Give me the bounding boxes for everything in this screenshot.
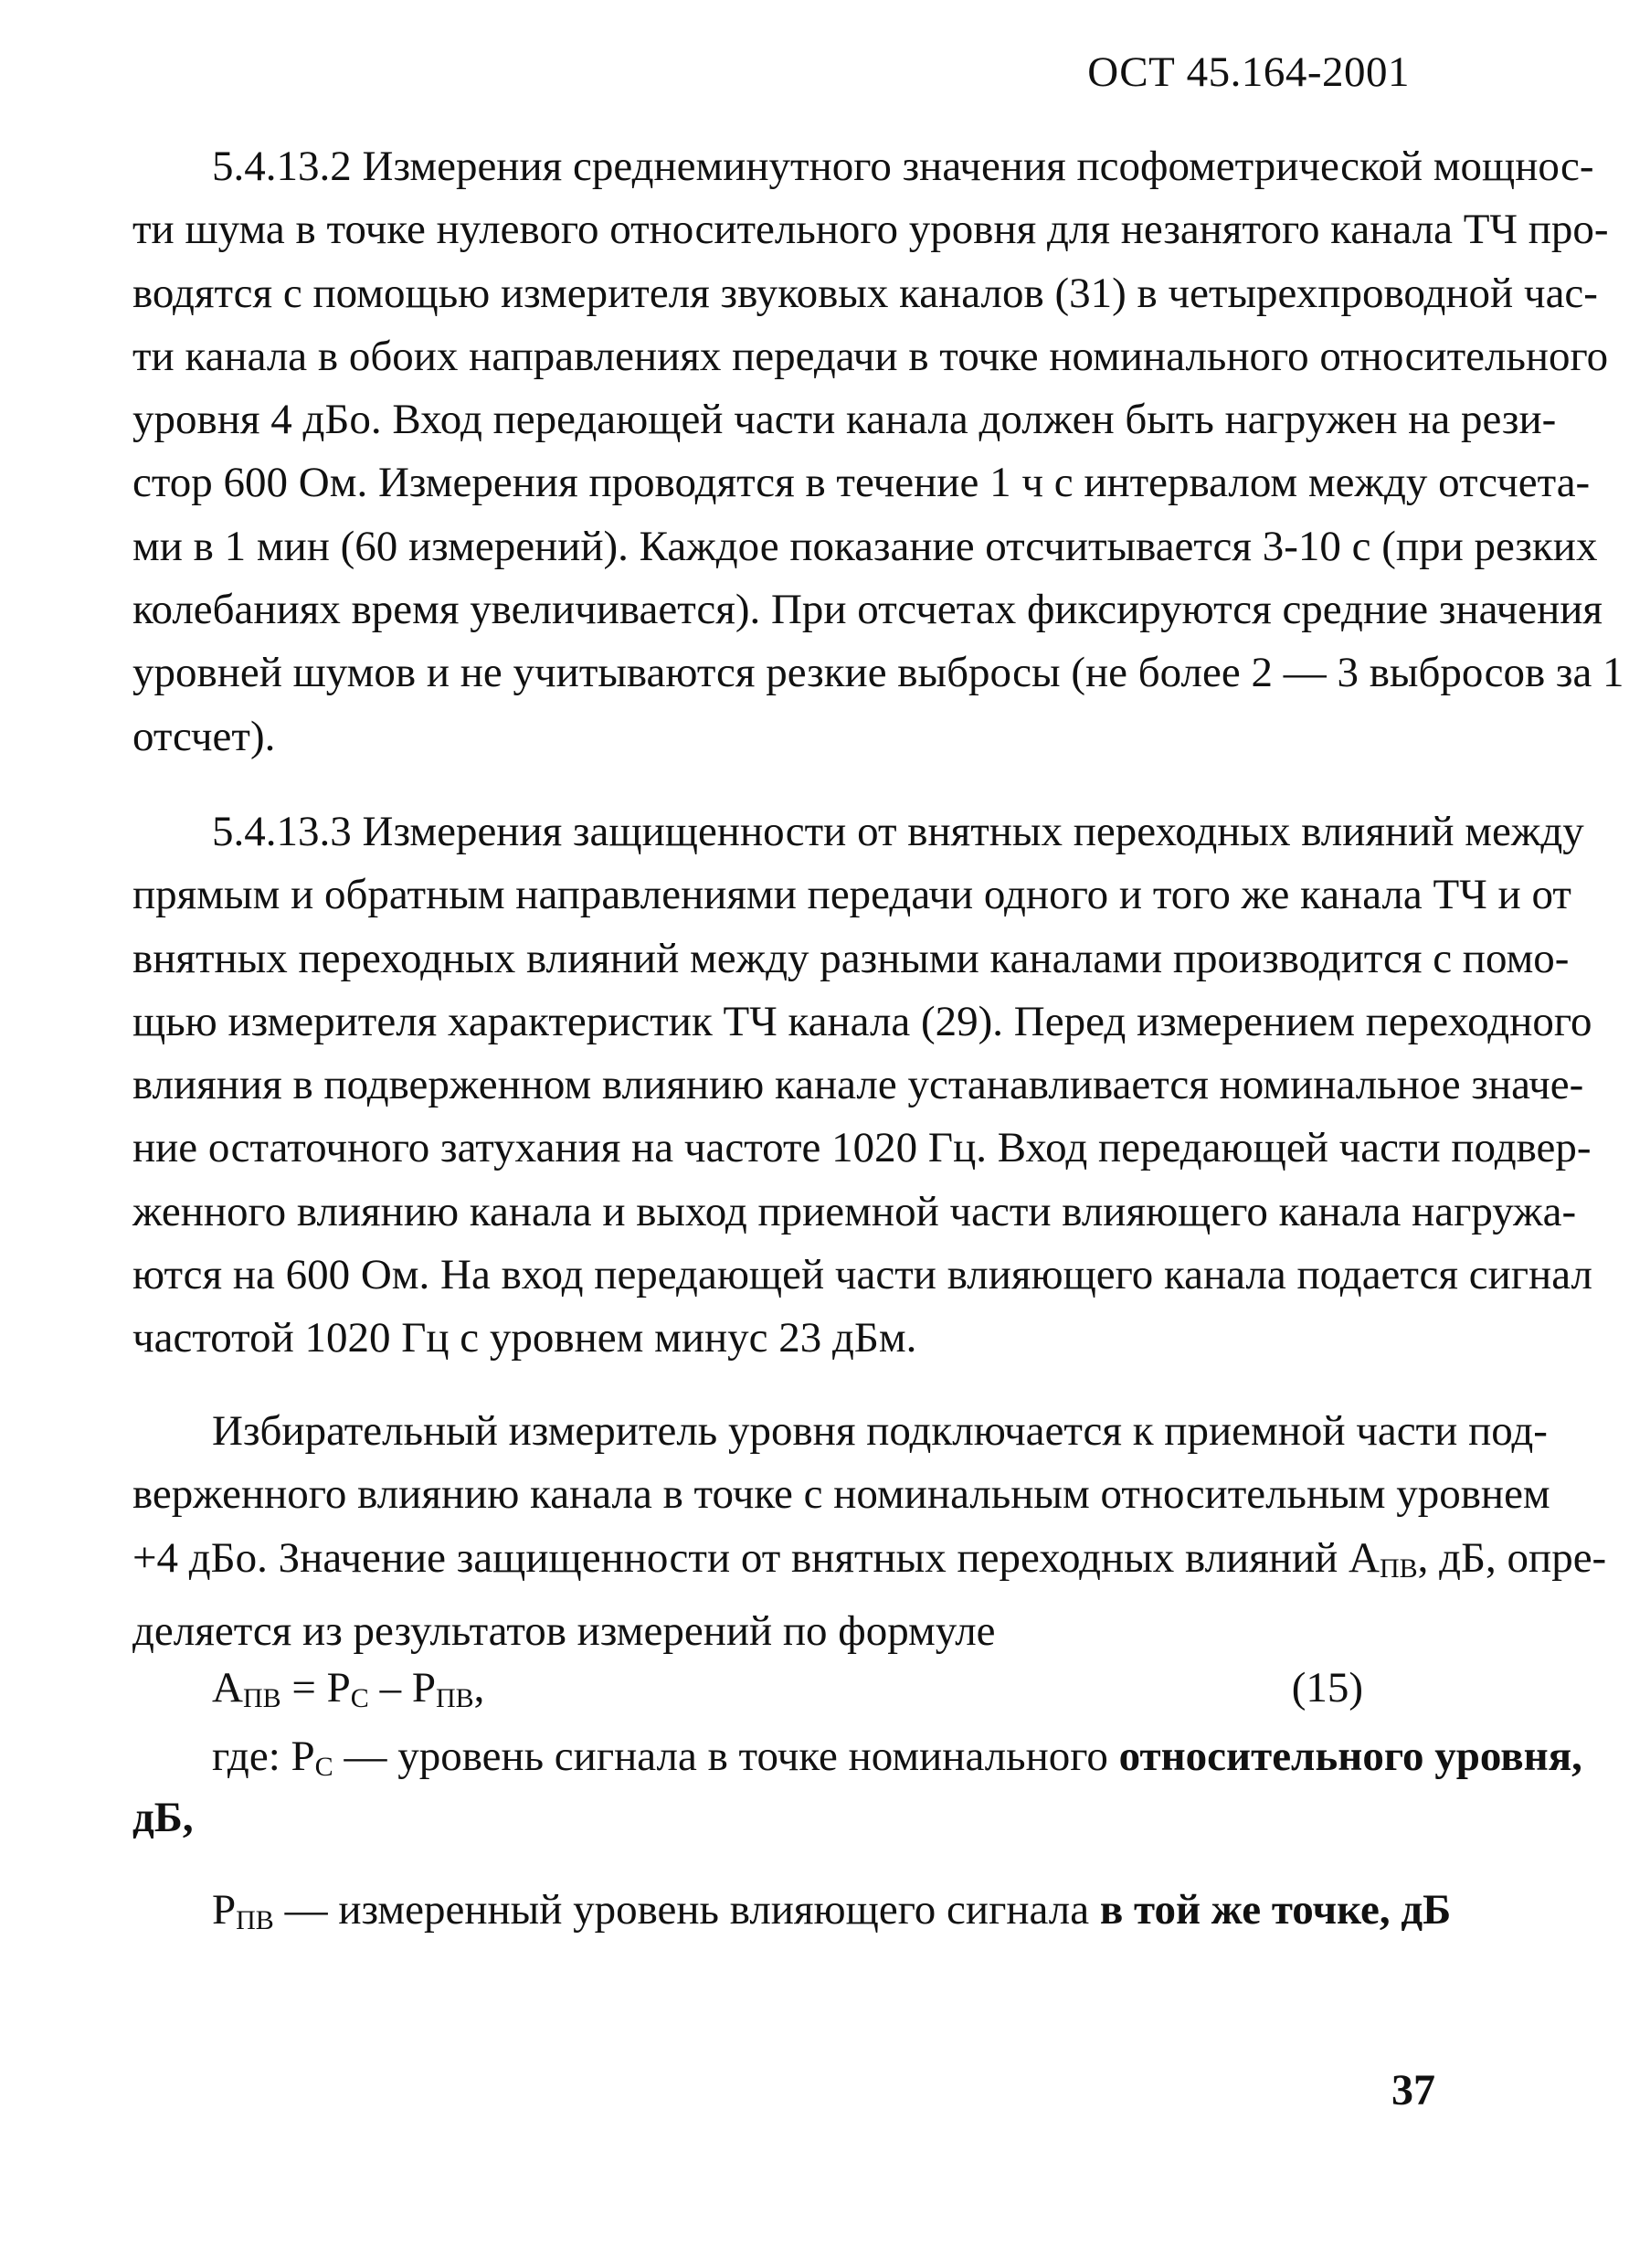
text-fragment: , дБ, опре- [1417, 1533, 1607, 1582]
text-line: деляется из результатов измерений по формуле [132, 1606, 996, 1655]
text-line: влияния в подверженном влиянию канале устанавливается номинальное значе- [132, 1061, 1584, 1109]
unit-line: дБ, [132, 1794, 194, 1841]
subscript: ПВ [236, 1905, 274, 1935]
subscript: С [350, 1683, 369, 1713]
text-line [132, 1527, 1607, 1600]
text-fragment: где: Р [212, 1733, 315, 1780]
text-line: водятся с помощью измерителя звуковых каналов (31) в четырехпроводной час- [132, 269, 1598, 317]
text-line: колебаниях время увеличивается). При отсчетах фиксируются средние значения [132, 586, 1603, 634]
text-line: прямым и обратным направлениями передачи одного и того же канала ТЧ и от [132, 871, 1571, 919]
page-number: 37 [1391, 2066, 1435, 2114]
where-clause [212, 1725, 1582, 1798]
paragraph-5-4-13-3 [132, 800, 1592, 1371]
text-line: Избирательный измеритель уровня подключается к приемной части под- [212, 1407, 1548, 1455]
text-line: уровня 4 дБо. Вход передающей части канала должен быть нагружен на рези- [132, 396, 1557, 444]
text-fragment: — измеренный уровень влияющего сигнала [273, 1886, 1090, 1934]
text-line: ти шума в точке нулевого относительного уровня для незанятого канала ТЧ про- [132, 206, 1609, 254]
text-line [212, 1725, 1582, 1798]
text-fragment: +4 дБо. Значение защищенности от внятных переходных влияний А [132, 1533, 1380, 1582]
text-line: внятных переходных влияний между разными каналами производится с помо- [132, 934, 1570, 982]
text-line: 5.4.13.2 Измерения среднеминутного значения псофометрической мощнос- [212, 143, 1594, 190]
ppv-definition [212, 1885, 1451, 1936]
subscript: ПВ [242, 1683, 281, 1713]
text-line: частотой 1020 Гц с уровнем минус 23 дБм. [132, 1314, 917, 1362]
text-fragment: Р [212, 1886, 237, 1934]
formula-symbol: А [212, 1664, 243, 1712]
text-fragment: — уровень сигнала в точке номинального [333, 1733, 1108, 1780]
subscript: ПВ [435, 1683, 474, 1713]
text-line: 5.4.13.3 Измерения защищенности от внятных переходных влияний между [212, 808, 1584, 855]
formula-15 [212, 1657, 1363, 1730]
formula-number: (15) [1291, 1664, 1363, 1712]
text-line: ти канала в обоих направлениях передачи в точке номинального относительного [132, 332, 1609, 380]
formula-operator: – Р [368, 1664, 436, 1712]
document-code-header: ОСТ 45.164-2001 [1087, 48, 1410, 96]
text-line: женного влиянию канала и выход приемной части влияющего канала нагружа- [132, 1187, 1577, 1235]
text-line: верженного влиянию канала в точке с номинальным относительным уровнем [132, 1470, 1550, 1519]
bold-text: в той же точке, дБ [1089, 1886, 1452, 1934]
text-line: ние остаточного затухания на частоте 1020 Гц. Вход передающей части подвер- [132, 1124, 1592, 1172]
text-line: ются на 600 Ом. На вход передающей части влияющего канала подается сигнал [132, 1251, 1592, 1299]
formula-operator: = Р [280, 1664, 351, 1712]
bold-text: относительного уровня, [1107, 1733, 1582, 1780]
paragraph-5-4-13-2 [132, 135, 1624, 768]
text-line: ми в 1 мин (60 измерений). Каждое показание отсчитывается 3-10 с (при резких [132, 522, 1598, 570]
text-line: уровней шумов и не учитываются резкие выбросы (не более 2 — 3 выбросов за 1 [132, 649, 1624, 697]
formula-tail: , [473, 1664, 485, 1712]
paragraph-selective-meter [132, 1400, 1607, 1663]
subscript: С [314, 1752, 333, 1782]
text-line: щью измерителя характеристик ТЧ канала (29). Перед измерением переходного [132, 997, 1592, 1045]
subscript: ПВ [1379, 1553, 1418, 1584]
text-line: стор 600 Ом. Измерения проводятся в течение 1 ч с интервалом между отсчета- [132, 459, 1591, 507]
text-line: отсчет). [132, 712, 276, 760]
